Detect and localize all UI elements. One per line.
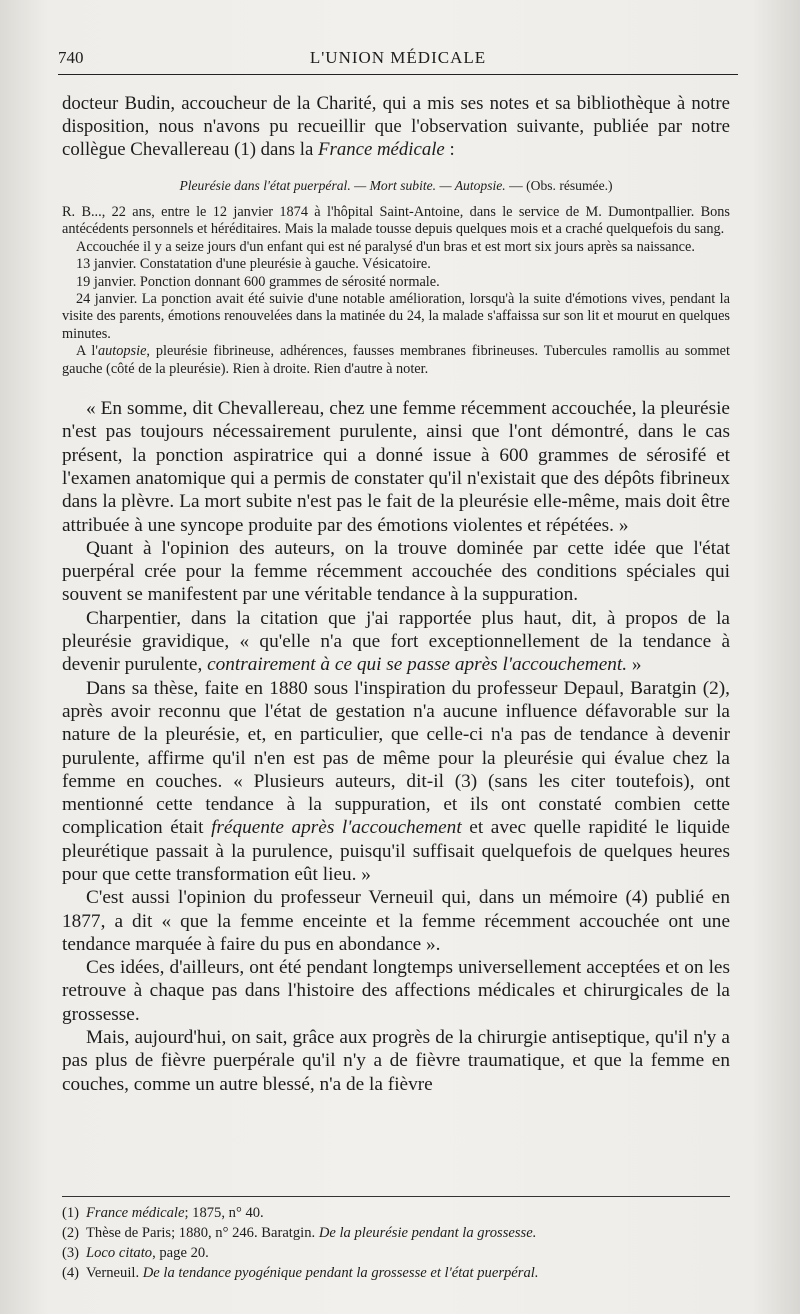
footnote-italic: De la tendance pyogénique pendant la grossesse et l'état puerpéral. (142, 1265, 539, 1281)
p3-end: » (627, 654, 642, 676)
intro-text: docteur Budin, accoucheur de la Charité, qui a mis ses notes et sa bibliothèque à notre disposition, nous n'avons pu recueillir que l'observation suivante, publiée par notre collègue Chevallereau (1) dans la (62, 93, 730, 160)
footnotes (62, 1196, 730, 1283)
intro-end: : (444, 139, 455, 160)
footnote-number: (3) (62, 1245, 80, 1261)
autopsy-word: autopsie (97, 343, 147, 360)
footnote-text: Thèse de Paris; 1880, n° 246. Baratgin. (86, 1225, 319, 1241)
p4-end: et avec quelle rapidité le liquide pleurétique passait à la purulence, puisqu'il suffisait quelquefois de quelques heures pour que cette transformation eût lieu. » (62, 817, 730, 885)
footnote-text: ; 1875, n° 40. (184, 1205, 264, 1221)
main-text (62, 92, 730, 1096)
p4-italic: fréquente après l'accouchement (211, 817, 462, 839)
footnote (62, 1243, 730, 1263)
obs-paragraph: 24 janvier. La ponction avait été suivie d'une notable amélioration, lorsqu'à la suite d'émotions vives, pendant la visite des parents, émotions renouvelées dans la matinée du 24, la malade s'affaissa sur son lit et mourut en quelques minutes. (62, 291, 730, 342)
running-title: L'UNION MÉDICALE (309, 48, 487, 67)
obs-paragraph: 19 janvier. Ponction donnant 600 grammes de sérosité normale. (76, 273, 440, 290)
body-paragraph: Quant à l'opinion des auteurs, on la trouve dominée par cette idée que l'état puerpéral crée pour la femme récemment accouchée des conditions spéciales qui souvent se manifestent par une véritable tendance à la suppuration. (62, 537, 730, 606)
autopsy-pre: A l' (76, 343, 98, 360)
page-number: 740 (58, 48, 84, 67)
p3-italic: contrairement à ce qui se passe après l'accouchement. (207, 654, 628, 676)
footnote-italic: France médicale (86, 1205, 185, 1221)
footnote-italic: De la pleurésie pendant la grossesse. (318, 1225, 537, 1241)
obs-title-autopsie: Autopsie. (454, 178, 506, 193)
footnote-text: Verneuil. (86, 1265, 143, 1281)
footnote (62, 1203, 730, 1223)
autopsy-paragraph (62, 343, 730, 378)
footnote-italic: Loco citato (86, 1245, 153, 1261)
journal-title: France médicale (318, 139, 445, 160)
page-header (58, 44, 738, 78)
header-rule (58, 74, 738, 75)
obs-title-italic: Pleurésie dans l'état puerpéral. — Mort subite. — (179, 178, 455, 193)
body-paragraph (62, 677, 730, 887)
p4-text: Dans sa thèse, faite en 1880 sous l'inspiration du professeur Depaul, Baratgin (2), après avoir reconnu que l'état de gestation n'a aucune influence défavorable sur la nature de la pleurésie, et, en particulier, que celle-ci n'a pas de tendance à devenir purulente, affirme qu'il n'en est pas de même pour la pleurésie qui évalue chez la femme en couches. « Plusieurs auteurs, dit-il (3) (sans les citer toutefois), ont mentionné cette tendance à la suppuration, et ils ont constaté combien cette complication était (62, 677, 730, 839)
intro-paragraph (62, 92, 730, 161)
body-paragraph: « En somme, dit Chevallereau, chez une femme récemment accouchée, la pleurésie n'est pas toujours nécessairement purulente, ainsi que l'ont démontré, dans le cas présent, la ponction aspiratrice qui a donné issue à 600 grammes de sérosifé et l'examen anatomique qui a permis de constater qu'il n'existait que des dépôts fibrineux dans la plèvre. La mort subite n'est pas le fait de la pleurésie elle-même, mais doit être attribuée à une syncope produite par des émotions violentes et répétées. » (62, 398, 730, 536)
footnote-number: (2) (62, 1225, 80, 1241)
body-paragraph (62, 607, 730, 677)
obs-title-rest: — (Obs. résumée.) (505, 178, 613, 193)
obs-paragraph: R. B..., 22 ans, entre le 12 janvier 1874 à l'hôpital Saint-Antoine, dans le service de M. Dumontpallier. Bons antécédents personnels et héréditaires. Mais la malade tousse depuis quelques mois et a craché quelquefois du sang. (62, 204, 730, 238)
body-paragraph: C'est aussi l'opinion du professeur Verneuil qui, dans un mémoire (4) publié en 1877, a dit « que la femme enceinte et la femme récemment accouchée ont une tendance marquée à faire du pus en abondance ». (62, 887, 730, 955)
body-paragraph: Ces idées, d'ailleurs, ont été pendant longtemps universellement acceptées et on les retrouve à chaque pas dans l'histoire des affections médicales et chirurgicales de la grossesse. (62, 957, 730, 1025)
body-paragraph: Mais, aujourd'hui, on sait, grâce aux progrès de la chirurgie antiseptique, qu'il n'y a pas plus de fièvre puerpérale qu'il n'y a de fièvre traumatique, et que la femme en couches, comme un autre blessé, n'a de la fièvre (62, 1027, 730, 1095)
observation-title (62, 178, 730, 194)
footnote-text: , page 20. (152, 1245, 209, 1261)
footnote (62, 1263, 730, 1283)
footnote-number: (1) (62, 1205, 80, 1221)
p3-text: Charpentier, dans la citation que j'ai rapportée plus haut, dit, à propos de la pleurésie gravidique, « qu'elle n'a que fort exceptionnellement de la tendance à devenir purulente, (62, 607, 730, 676)
footnote-number: (4) (62, 1265, 80, 1281)
obs-paragraph: 13 janvier. Constatation d'une pleurésie à gauche. Vésicatoire. (76, 256, 431, 273)
autopsy-text: , pleurésie fibrineuse, adhérences, fausses membranes fibrineuses. Tubercules ramollis au sommet gauche (côté de la pleurésie). Rien à droite. Rien d'autre à noter. (62, 343, 730, 377)
footnote (62, 1223, 730, 1243)
obs-paragraph: Accouchée il y a seize jours d'un enfant qui est né paralysé d'un bras et est mort six jours après sa naissance. (76, 238, 695, 255)
